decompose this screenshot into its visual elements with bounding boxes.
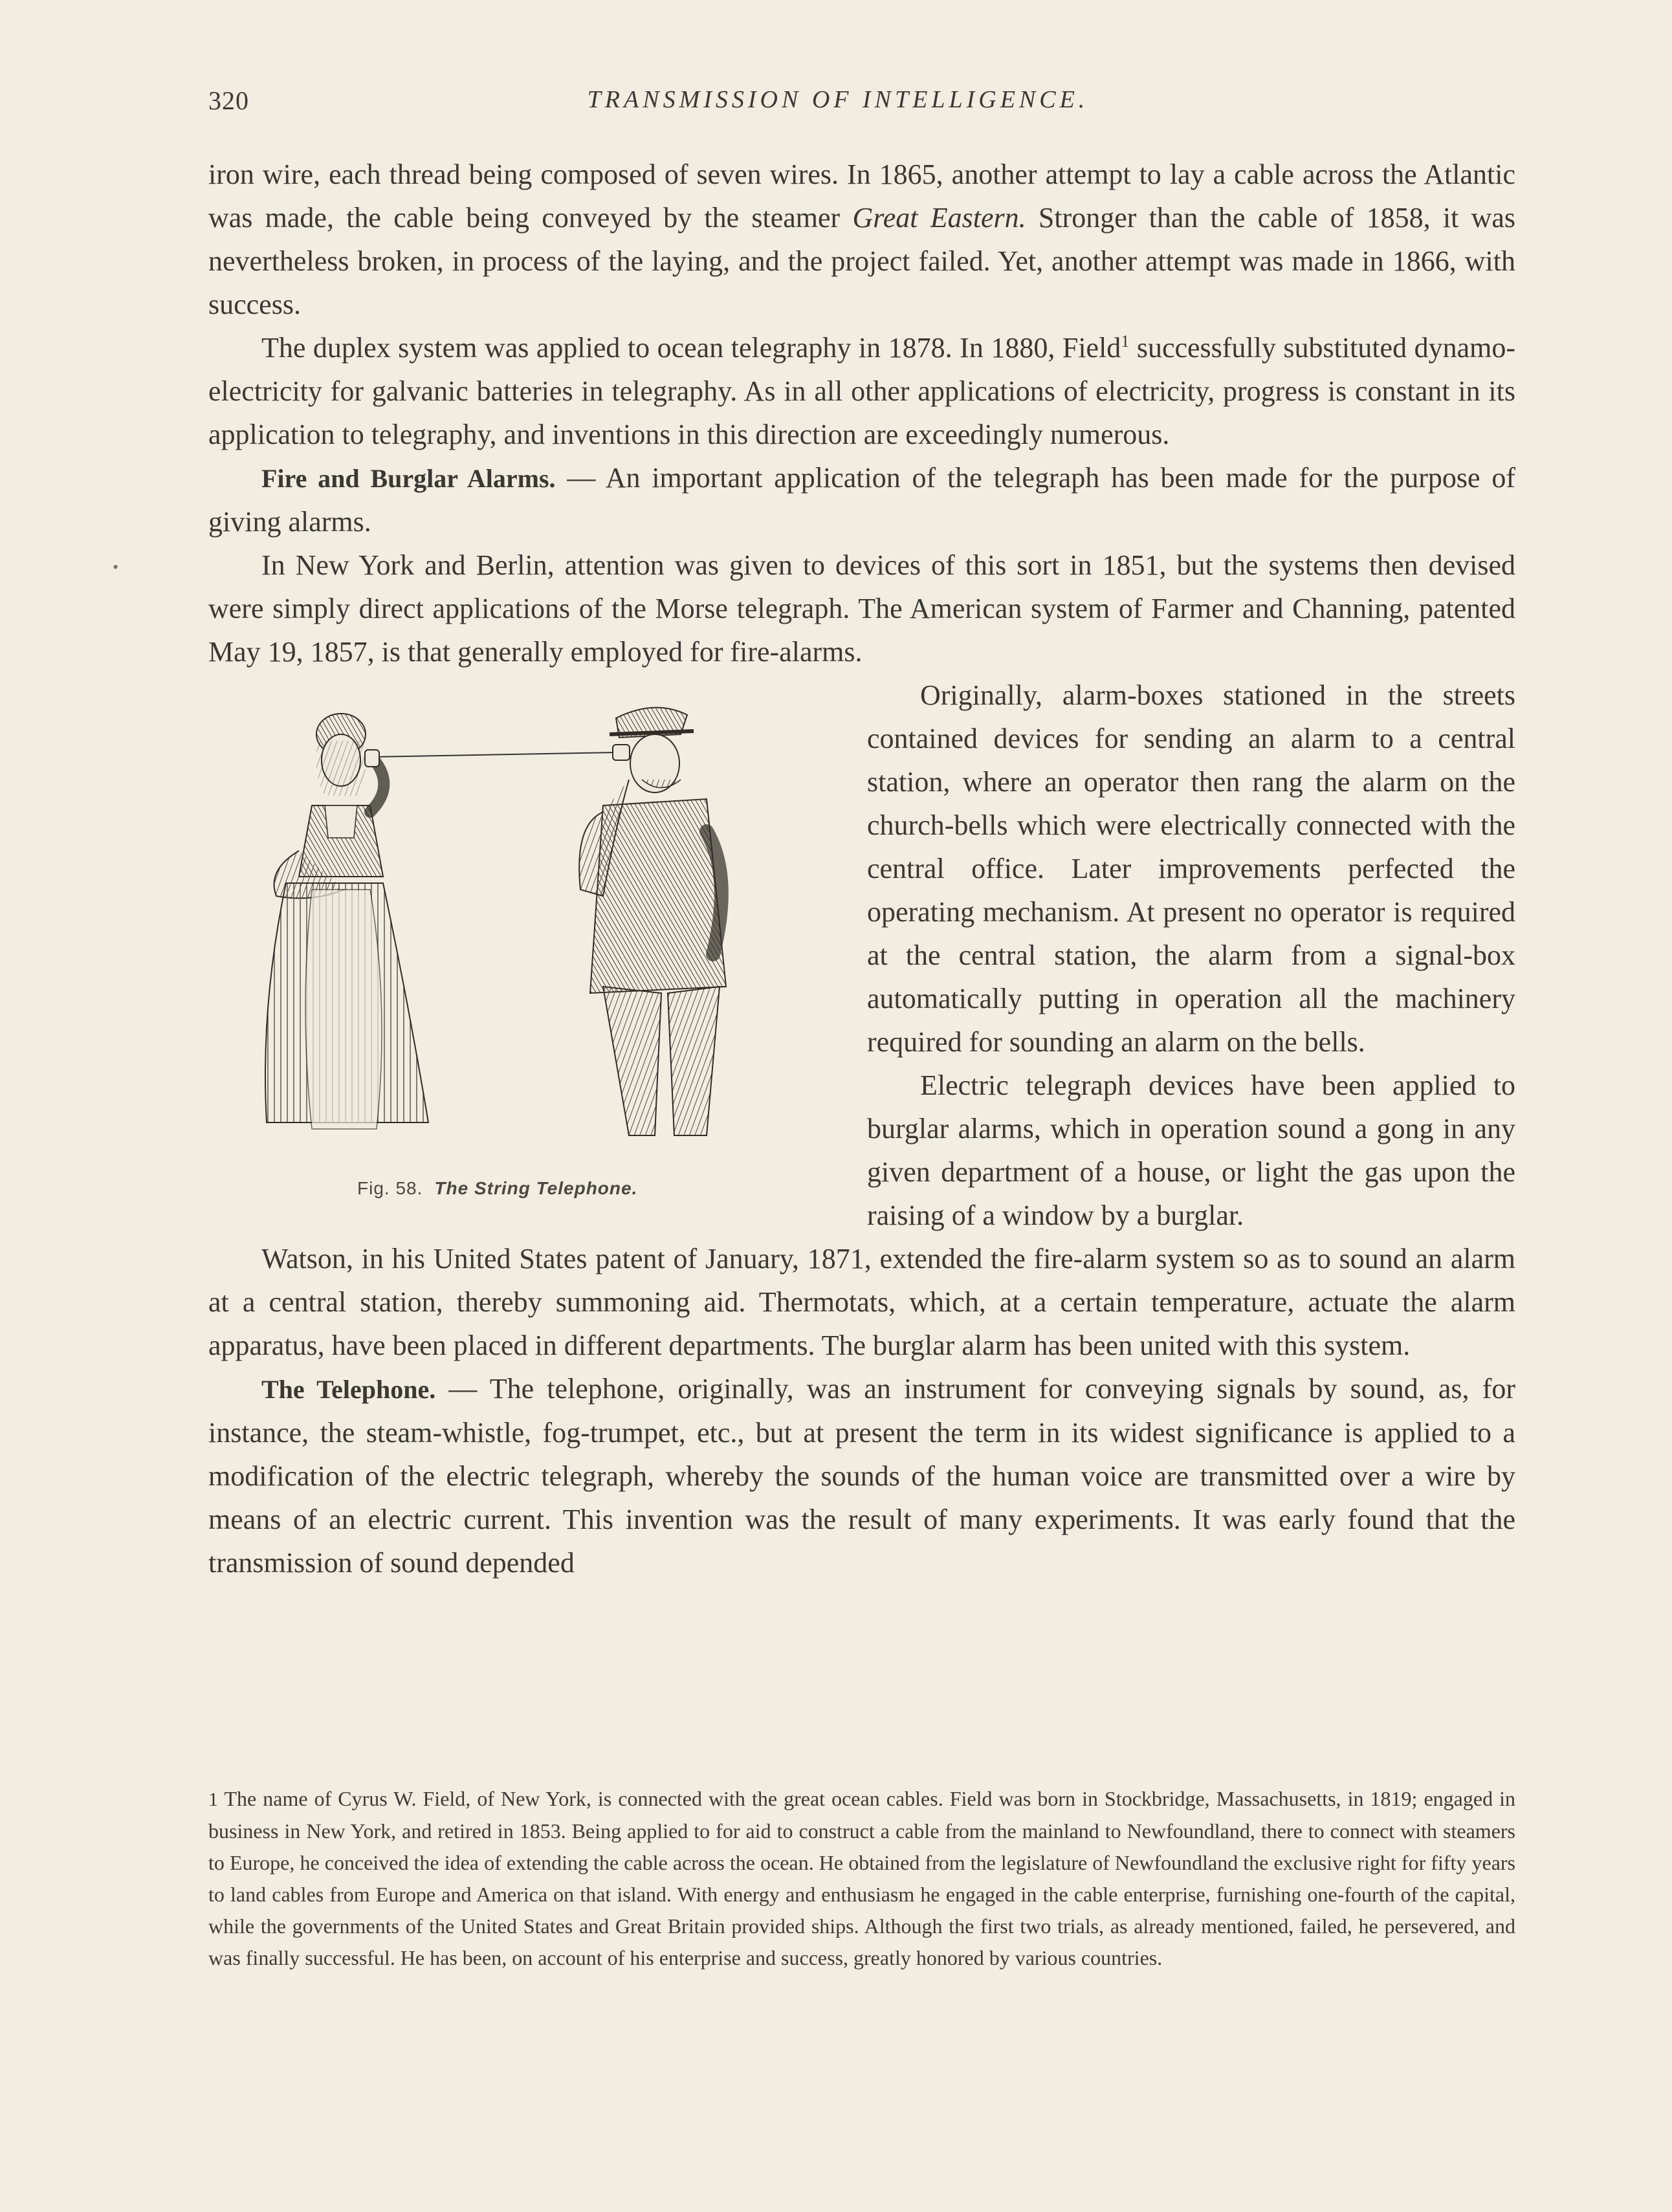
footnote [208,1783,1515,1974]
ship-name: Great Eastern. [852,202,1026,234]
paragraph-text: Watson, in his United States patent of January, 1871, extended the fire-alarm system so as to sound an alarm at a central station, thereby summoning aid. Thermotats, which, at a certain temperature, actuate the alarm apparatus, have been placed in different departments. The burglar alarm has been united with this system. [208,1243,1515,1361]
paragraph-text: iron wire, each thread being composed of seven wires. In 1865, another attempt to lay a cable across the Atlantic was made, the cable being conveyed by the steamer [208,159,1515,234]
figure-label: Fig. 58. [357,1178,423,1198]
footnote-mark: 1 [208,1789,218,1810]
paragraph [208,543,1515,673]
string-telephone-illustration [215,683,797,1161]
running-head: TRANSMISSION OF INTELLIGENCE. [587,86,1089,113]
section-heading: The Telephone. [261,1375,436,1404]
paragraph-text: — The telephone, originally, was an instrument for conveying signals by sound, as, for instance, the steam-whistle, fog-trumpet, etc., but at present the term in its widest significance is applied to a modification of the electric telegraph, whereby the sounds of the human voice are transmitted over a wire by means of an electric current. This invention was the result of many experiments. It was early found that the transmission of sound depended [208,1373,1515,1579]
paragraph-text: successfully substituted dynamo-electricity for galvanic batteries in telegraphy. As in all other applications of electricity, progress is constant in its application to telegraphy, and inventions in this direction are exceedingly numerous. [208,332,1515,450]
paragraph-text: — An important application of the telegraph has been made for the purpose of giving alarms. [208,462,1515,538]
figure-caption [357,1166,637,1210]
paragraph [208,1237,1515,1367]
body-text [208,153,1515,1584]
figure [208,683,855,1207]
paragraph-text: Stronger than the cable of 1858, it was nevertheless broken, in process of the laying, and the project failed. Yet, another attempt was made in 1866, with success. [208,202,1515,320]
margin-mark: • [113,558,119,576]
paragraph [208,1367,1515,1584]
paragraph [208,456,1515,543]
footnote-reference: 1 [1121,332,1130,351]
footnote-text: The name of Cyrus W. Field, of New York, is connected with the great ocean cables. Field was born in Stockbridge, Massachusetts, in 1819; engaged in business in New York, and retired in 1853. Being applied to for aid to construct a cable from the mainland to Newfoundland, there to connect with steamers to Europe, he conceived the idea of extending the cable across the ocean. He obtained from the legislature of Newfoundland the exclusive right for fifty years to land cables from Europe and America on that island. With energy and enthusiasm he engaged in the cable enterprise, furnishing one-fourth of the capital, while the governments of the United States and Great Britain provided ships. Although the first two trials, as already mentioned, failed, he persevered, and was finally successful. He has been, on account of his enterprise and success, greatly honored by various countries. [208,1787,1515,1969]
paragraph-text: The duplex system was applied to ocean telegraphy in 1878. In 1880, Field [261,332,1121,364]
paragraph-text: Originally, alarm-boxes stationed in the streets contained devices for sending an alarm to a central station, where an operator then rang the alarm on the church-bells which were electrically connected with the central office. Later improvements perfected the operating mechanism. At present no operator is required at the central station, the alarm from a signal-box automatically putting in operation all the machinery required for sounding an alarm on the bells. [867,679,1515,1058]
page-number: 320 [208,86,249,115]
paragraph [208,153,1515,326]
page-header [208,85,1468,124]
woman-figure [265,714,428,1129]
string-line [370,752,616,757]
section-heading: Fire and Burglar Alarms. [261,464,556,493]
paragraph [208,326,1515,456]
man-figure [579,708,726,1135]
paragraph-text: In New York and Berlin, attention was given to devices of this sort in 1851, but the systems then devised were simply direct applications of the Morse telegraph. The American system of Farmer and Channing, patented May 19, 1857, is that generally employed for fire-alarms. [208,549,1515,668]
paragraph-text: Electric telegraph devices have been applied to burglar alarms, which in operation sound a gong in any given department of a house, or light the gas upon the raising of a window by a burglar. [867,1069,1515,1231]
figure-title: The String Telephone. [434,1178,638,1198]
